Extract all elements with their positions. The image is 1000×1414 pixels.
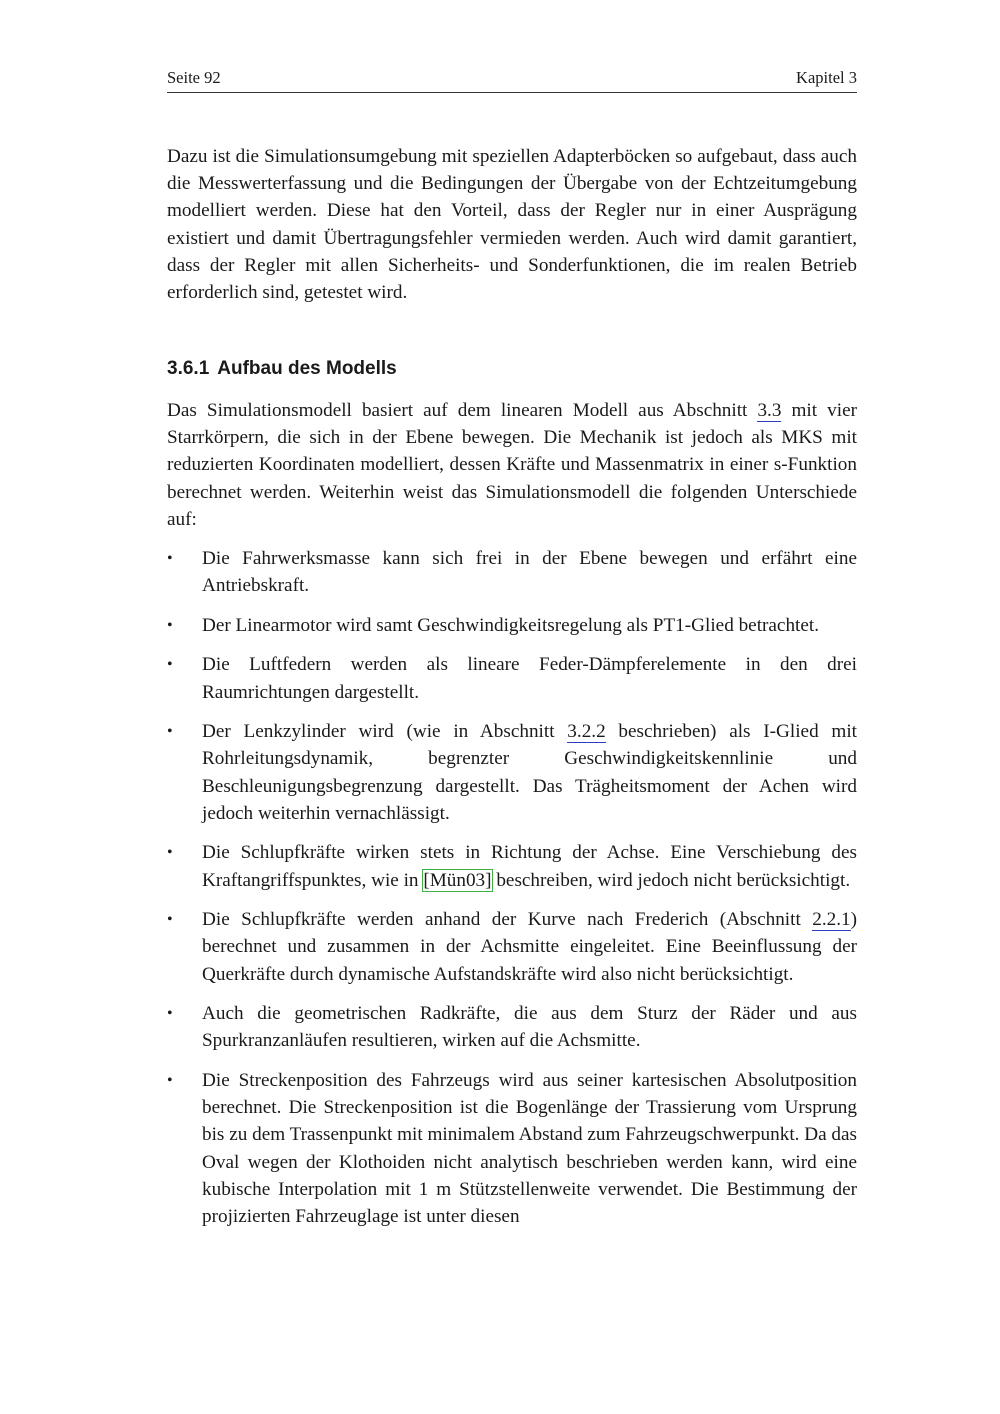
list-item-text: Die Streckenposition des Fahrzeugs wird aus seiner kartesischen Absolutposition berechnet. Die Streckenposition ist die Bogenlänge der Trassierung vom Ursprung bis zu dem Trassenpunkt mit minimalem Abstand zum Fahrzeugschwerpunkt. Da das Oval wegen der Klothoiden nicht analytisch beschrieben werden kann, wird eine kubische Interpolation mit 1 m Stützstellenweite verwendet. Die Bestimmung der projizierten Fahrzeuglage ist unter diesen [202,1069,857,1227]
bullet-icon: • [167,550,173,567]
bullet-icon: • [167,723,173,741]
citation-link[interactable]: [Mün03] [423,869,492,891]
text-run: beschrieben) als I-Glied mit Rohrleitungsdynamik, begrenzter Geschwindigkeitskennlinie und Beschleunigungsbegrenzung dargestellt. Das Trägheitsmoment der Achen wird jedoch weiterhin vernachlässigt. [202,721,857,824]
section-title: Aufbau des Modells [217,358,397,379]
text-run: Die Schlupfkräfte werden anhand der Kurve nach Frederich (Abschnitt [202,909,813,931]
text-run: Das Simulationsmodell basiert auf dem linearen Modell aus Abschnitt [167,400,758,421]
list-item [167,718,857,827]
bullet-icon: • [167,656,173,674]
bullet-icon: • [167,616,173,634]
list-item [167,612,857,639]
difference-list [167,545,857,1243]
bullet-icon: • [167,1005,173,1023]
list-item [167,1067,857,1230]
section-heading [167,358,857,380]
intro-paragraph: Dazu ist die Simulationsumgebung mit speziellen Adapterböcken so aufgebaut, dass auch die Messwerterfassung und die Bedingungen der Übergabe von der Echtzeitumgebung modelliert werden. Diese hat den Vorteil, dass der Regler nur in einer Ausprägung existiert und damit Übertragungsfehler vermieden werden. Auch wird damit garantiert, dass der Regler mit allen Sicherheits- und Sonderfunktionen, die im realen Betrieb erforderlich sind, getestet wird. [167,146,857,304]
text-run: Die Schlupfkräfte wirken stets in Richtung der Achse. Eine Verschiebung des Kraftangriffspunktes, wie in [202,842,857,891]
list-item-text: Die Luftfedern werden als lineare Feder-Dämpferelemente in den drei Raumrichtungen dargestellt. [202,654,857,703]
list-item-text: Die Fahrwerksmasse kann sich frei in der Ebene bewegen und erfährt eine Antriebskraft. [202,548,857,597]
page-number: Seite 92 [167,68,221,87]
list-item [167,545,857,599]
list-item [167,906,857,988]
text-run: Der Lenkzylinder wird (wie in Abschnitt [202,721,568,743]
text-run: ) berechnet und zusammen in der Achsmitte eingeleitet. Eine Beeinflussung der Querkräfte durch dynamische Aufstandskräfte wird also nicht berücksichtigt. [202,909,857,985]
list-item [167,651,857,705]
section-paragraph [167,397,857,533]
text-run: beschreiben, wird jedoch nicht berücksichtigt. [491,869,851,891]
bullet-icon: • [167,1071,173,1089]
list-item-text: Der Linearmotor wird samt Geschwindigkeitsregelung als PT1-Glied betrachtet. [202,614,820,636]
section-number: 3.6.1 [167,358,210,379]
bullet-icon: • [167,911,173,929]
bullet-icon: • [167,844,173,862]
list-item [167,1000,857,1054]
running-header [167,68,857,93]
text-run: mit vier Starrkörpern, die sich in der Ebene bewegen. Die Mechanik ist jedoch als MKS mit reduzierten Koordinaten modelliert, dessen Kräfte und Massenmatrix in einer s-Funktion berechnet werden. Weiterhin weist das Simulationsmodell die folgenden Unterschiede auf: [167,400,857,530]
section-ref-link[interactable]: 2.2.1 [812,909,851,931]
section-ref-link[interactable]: 3.2.2 [567,721,606,743]
section-ref-link[interactable]: 3.3 [757,400,782,421]
list-item-text: Auch die geometrischen Radkräfte, die aus dem Sturz der Räder und aus Spurkranzanläufen resultieren, wirken auf die Achsmitte. [202,1003,857,1052]
list-item [167,839,857,893]
chapter-label: Kapitel 3 [796,68,857,87]
